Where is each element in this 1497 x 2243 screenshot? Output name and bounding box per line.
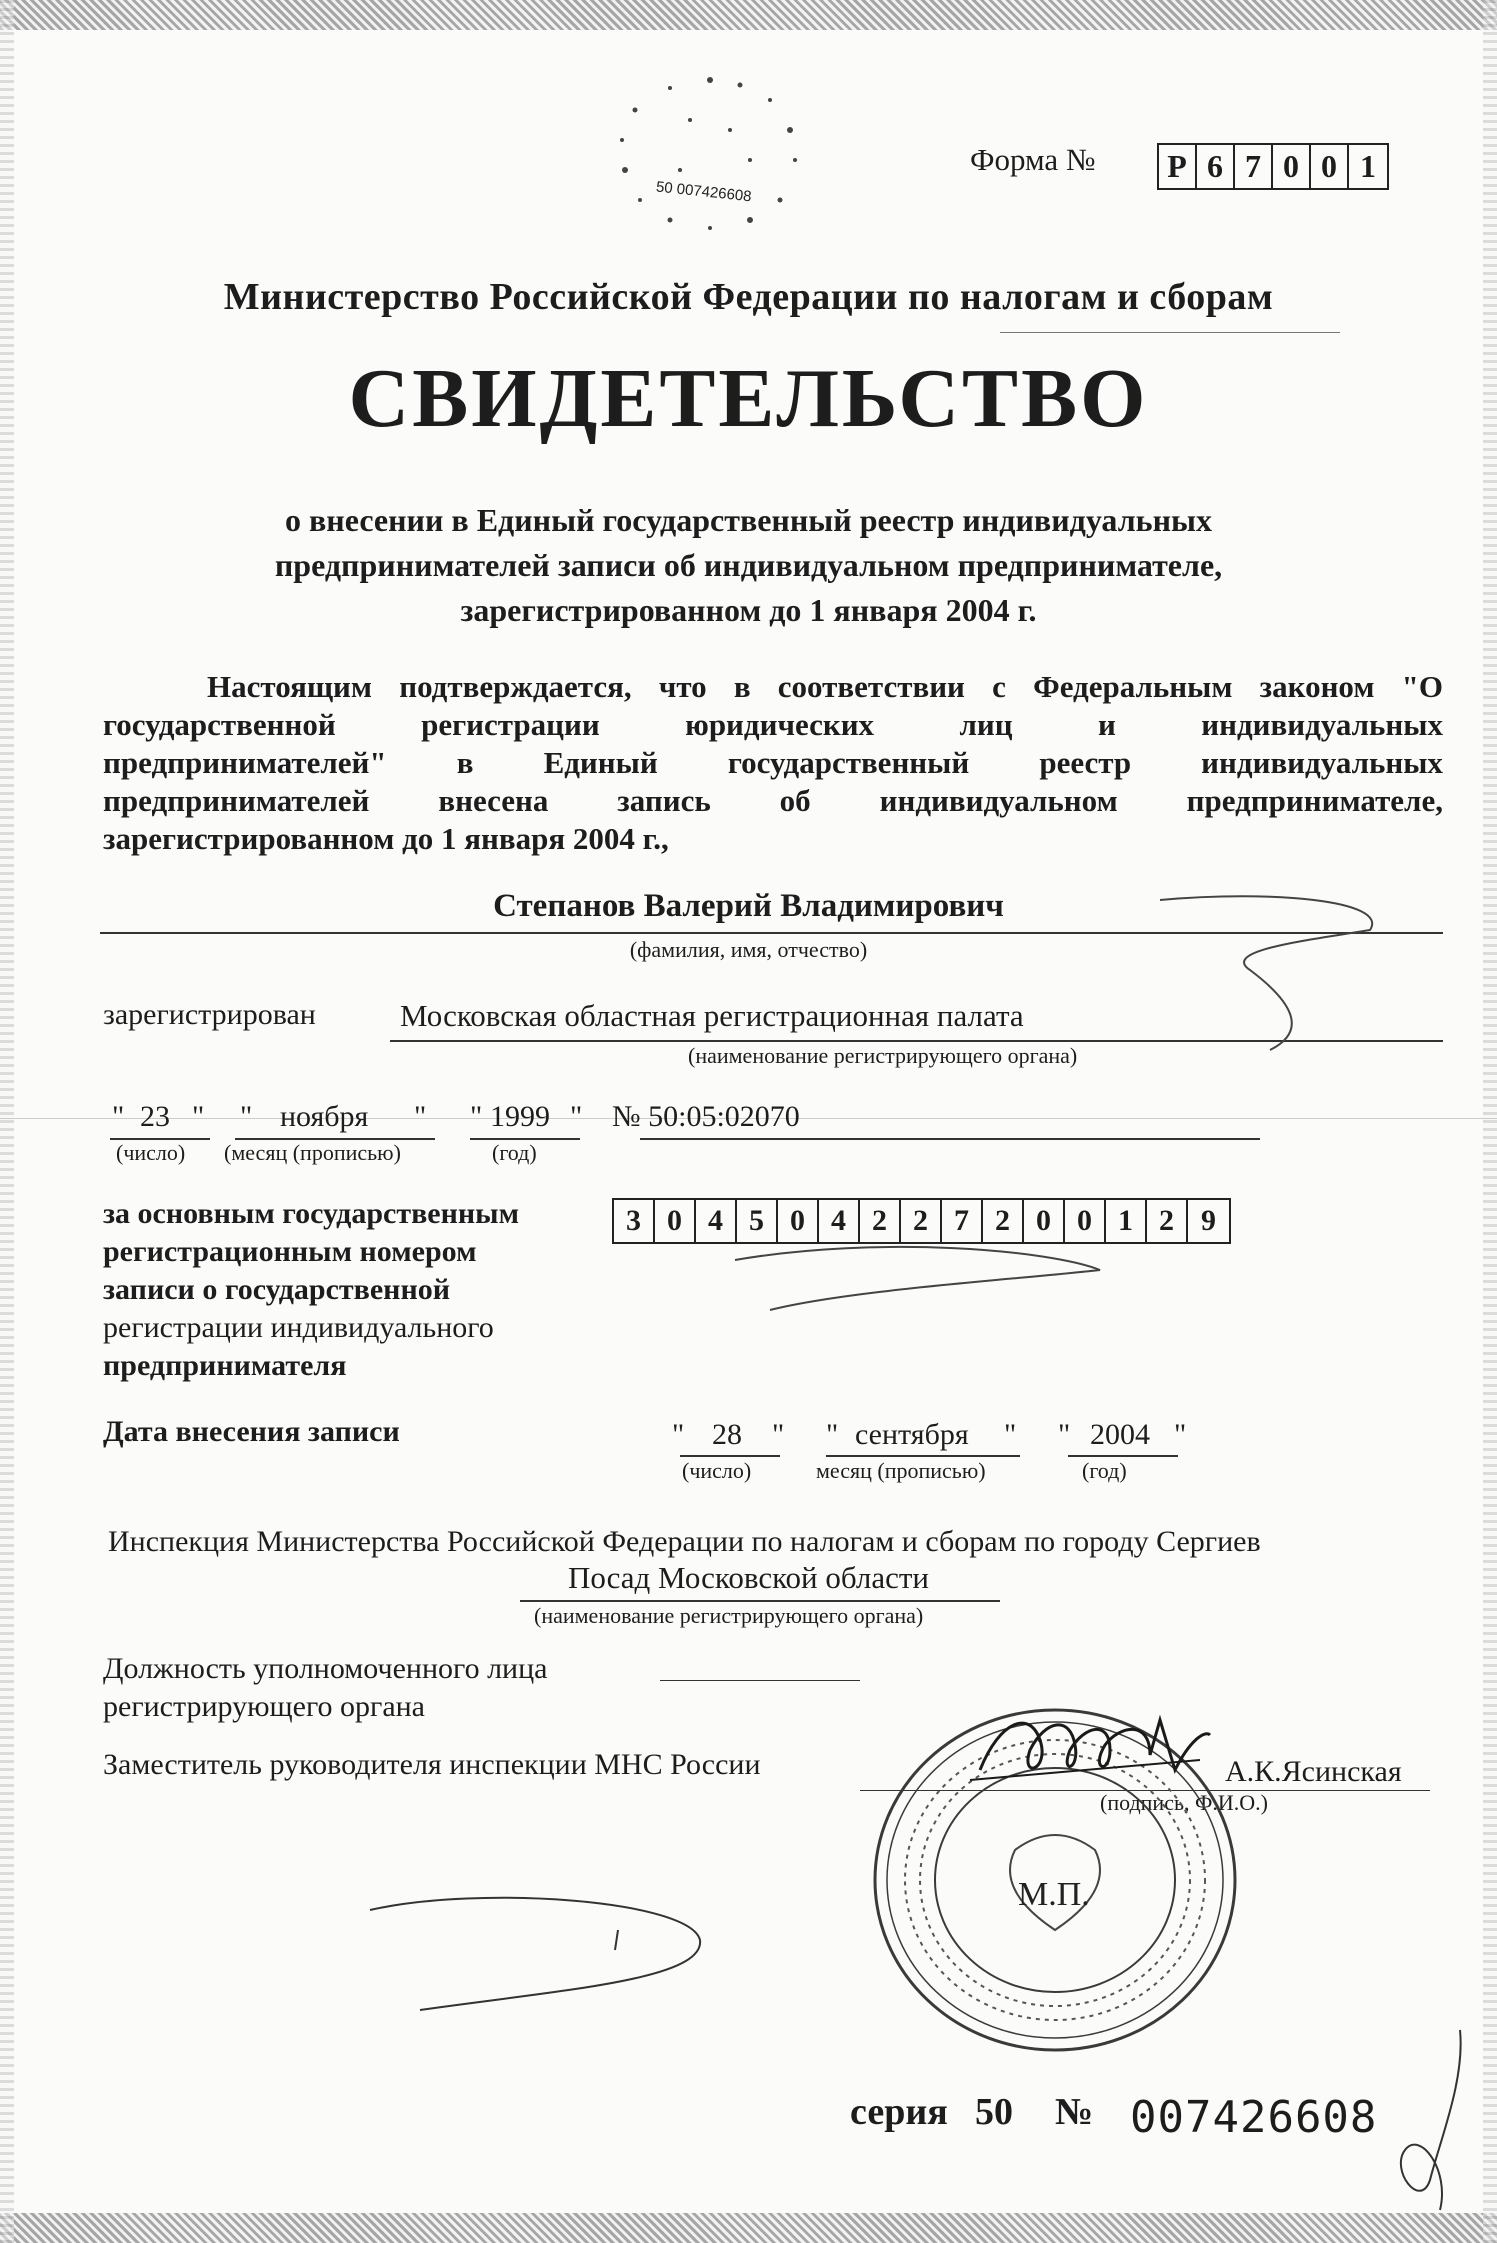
form-code-cell: 6 [1197, 145, 1235, 188]
paragraph-line: Настоящим подтверждается, что в соответствии с Федеральным законом "О [207, 669, 1443, 704]
subtitle-line: предпринимателей записи об индивидуальном предпринимателе, [274, 547, 1223, 583]
reg-month-caption: (месяц (прописью) [224, 1140, 401, 1165]
handwritten-signature [960, 1700, 1220, 1810]
ogrn-digit: 0 [1065, 1200, 1106, 1242]
entry-month-underline [826, 1455, 1020, 1457]
entry-day: 28 [712, 1418, 742, 1451]
paragraph-line: предпринимателей внесена запись об индивидуальном предпринимателе, [103, 783, 1443, 818]
series-value: 50 [975, 2091, 1013, 2133]
left-edge [0, 0, 14, 2243]
ogrn-digit: 4 [696, 1200, 737, 1242]
entry-date-label: Дата внесения записи [103, 1415, 400, 1448]
right-edge [1483, 0, 1497, 2243]
registering-body: Московская областная регистрационная палата [400, 998, 1024, 1033]
ogrn-digit: 0 [778, 1200, 819, 1242]
ogrn-digit: 0 [1024, 1200, 1065, 1242]
entry-year: 2004 [1090, 1418, 1150, 1451]
form-code-cell: 0 [1311, 145, 1349, 188]
form-code-cell: 7 [1235, 145, 1273, 188]
ogrn-digit: 5 [737, 1200, 778, 1242]
ogrn-digit: 1 [1106, 1200, 1147, 1242]
ogrn-digit: 2 [1147, 1200, 1188, 1242]
confirmation-paragraph [103, 668, 1443, 858]
inspection-line2: Посад Московской области [567, 1560, 930, 1595]
position-label-line2: регистрирующего органа [103, 1690, 426, 1723]
ogrn-digit: 2 [901, 1200, 942, 1242]
position-label-line1: Должность уполномоченного лица [103, 1652, 548, 1685]
inspection-caption: (наименование регистрирующего органа) [534, 1603, 924, 1628]
inspection-underline [520, 1600, 1000, 1602]
ogrn-digit: 2 [983, 1200, 1024, 1242]
ogrn-label: за основным государственным регистрационным номером записи о государственной регистрации индивидуального предпринимателя [103, 1197, 520, 1382]
signature-caption: (подпись, Ф.И.О.) [1100, 1790, 1268, 1815]
form-code-cell: Р [1159, 145, 1197, 188]
ministry-underline [1000, 332, 1340, 333]
ogrn-digit: 2 [860, 1200, 901, 1242]
registering-body-caption: (наименование регистрирующего органа) [688, 1043, 1078, 1068]
seal-mark: М.П. [1018, 1876, 1090, 1913]
signer-position: Заместитель руководителя инспекции МНС России [103, 1748, 761, 1781]
paragraph-line: государственной регистрации юридических лиц и индивидуальных [103, 707, 1443, 742]
form-number-label: Форма № [970, 142, 1096, 177]
ogrn-digit: 4 [819, 1200, 860, 1242]
inspection-line1: Инспекция Министерства Российской Федерации по налогам и сборам по городу Сергиев [108, 1525, 1261, 1558]
ministry-name: Министерство Российской Федерации по налогам и сборам [223, 276, 1274, 318]
certificate-number: 007426608 [1130, 2092, 1378, 2143]
form-code-cell: 1 [1360, 148, 1376, 184]
subtitle-line: о внесении в Единый государственный реестр индивидуальных [285, 502, 1212, 538]
form-code-cell: 0 [1273, 145, 1311, 188]
reg-year: 1999 [490, 1100, 550, 1133]
name-caption: (фамилия, имя, отчество) [629, 937, 868, 962]
ogrn-digit-cells [612, 1198, 1231, 1244]
series-label: серия [850, 2091, 948, 2133]
certificate-page: 50 007426608 Форма № Р 6 7 0 0 1 Министерство Российской Федерации по налогам и сборам СВИДЕТЕЛЬСТВО о внесении в Единый государственный реестр индивидуальных предпринимателей записи об индивидуальном предпринимателе, зарегистрированном до 1 января 2004 г. Настоящим подтверждается, что в соответствии с Федеральным законом "О государственной регистрации юридических лиц и индивидуальных предпринимателей" в Единый государственный реестр индивидуальных предпринимателей внесена запись об индивидуальном предпринимателе, зарегистрированном до 1 января 2004 г., Степанов Валерий Владимирович (фамилия, имя, отчество) зарегистрирован Московская областная регистрационная палата (наименование регистрирующего органа) " 23 " " ноября " " 1999 " № 50:05:02070 (число) (месяц (прописью) (год) за основным государственным регистрационным номером записи о государственной регистрации индивидуального предпринимателя 3 0 4 5 0 4 2 2 7 2 0 0 1 2 9 Дата внесения записи " 28 " " сентября " " 2004 " (число) месяц (прописью) (год) Инспекция Министерства Российской Федерации по налогам и сборам по городу Сергиев Посад Московской области (наименование регистрирующего органа) Должность уполномоченного лица регистрирующего органа Заместитель руководителя инспекции МНС России А.К.Ясинская (подпись, Ф.И.О.) М.П. серия 50 № 007426608 [0, 0, 1497, 2243]
margin-scribble [1370, 2020, 1480, 2220]
reg-number-underline [640, 1138, 1260, 1140]
entry-month: сентября [855, 1418, 969, 1451]
document-title: СВИДЕТЕЛЬСТВО [348, 352, 1149, 445]
ogrn-digit: 7 [942, 1200, 983, 1242]
ogrn-digit: 3 [614, 1200, 655, 1242]
stamp-number: 50 007426608 [655, 178, 753, 206]
entry-day-caption: (число) [682, 1458, 752, 1483]
entry-month-caption: месяц (прописью) [816, 1458, 986, 1483]
signer-name: А.К.Ясинская [1225, 1755, 1402, 1788]
number-label: № [1055, 2091, 1094, 2133]
paragraph-line: предпринимателей" в Единый государственный реестр индивидуальных [103, 745, 1443, 780]
pen-scribble [1150, 880, 1400, 1060]
pen-scribble [730, 1240, 1110, 1320]
ogrn-digit: 0 [655, 1200, 696, 1242]
subtitle-line: зарегистрированном до 1 января 2004 г. [460, 592, 1037, 628]
reg-month: ноября [280, 1100, 369, 1133]
entrepreneur-full-name: Степанов Валерий Владимирович [493, 888, 1004, 924]
form-code-cells [1157, 143, 1389, 190]
reg-year-caption: (год) [492, 1140, 537, 1165]
registered-label: зарегистрирован [103, 998, 316, 1031]
entry-day-underline [680, 1455, 780, 1457]
bottom-border-pattern [0, 2213, 1497, 2243]
document-subtitle [100, 498, 1397, 633]
reg-number: № 50:05:02070 [612, 1100, 800, 1133]
position-line [660, 1680, 860, 1681]
reg-day: 23 [140, 1100, 170, 1133]
reg-day-caption: (число) [116, 1140, 186, 1165]
paragraph-line: зарегистрированном до 1 января 2004 г., [103, 821, 669, 856]
top-border-pattern [0, 0, 1497, 30]
ogrn-digit: 9 [1201, 1204, 1216, 1237]
pen-scribble [360, 1880, 740, 2020]
entry-year-underline [1068, 1455, 1178, 1457]
entry-year-caption: (год) [1082, 1458, 1127, 1483]
registration-stamp-mark [600, 60, 820, 240]
